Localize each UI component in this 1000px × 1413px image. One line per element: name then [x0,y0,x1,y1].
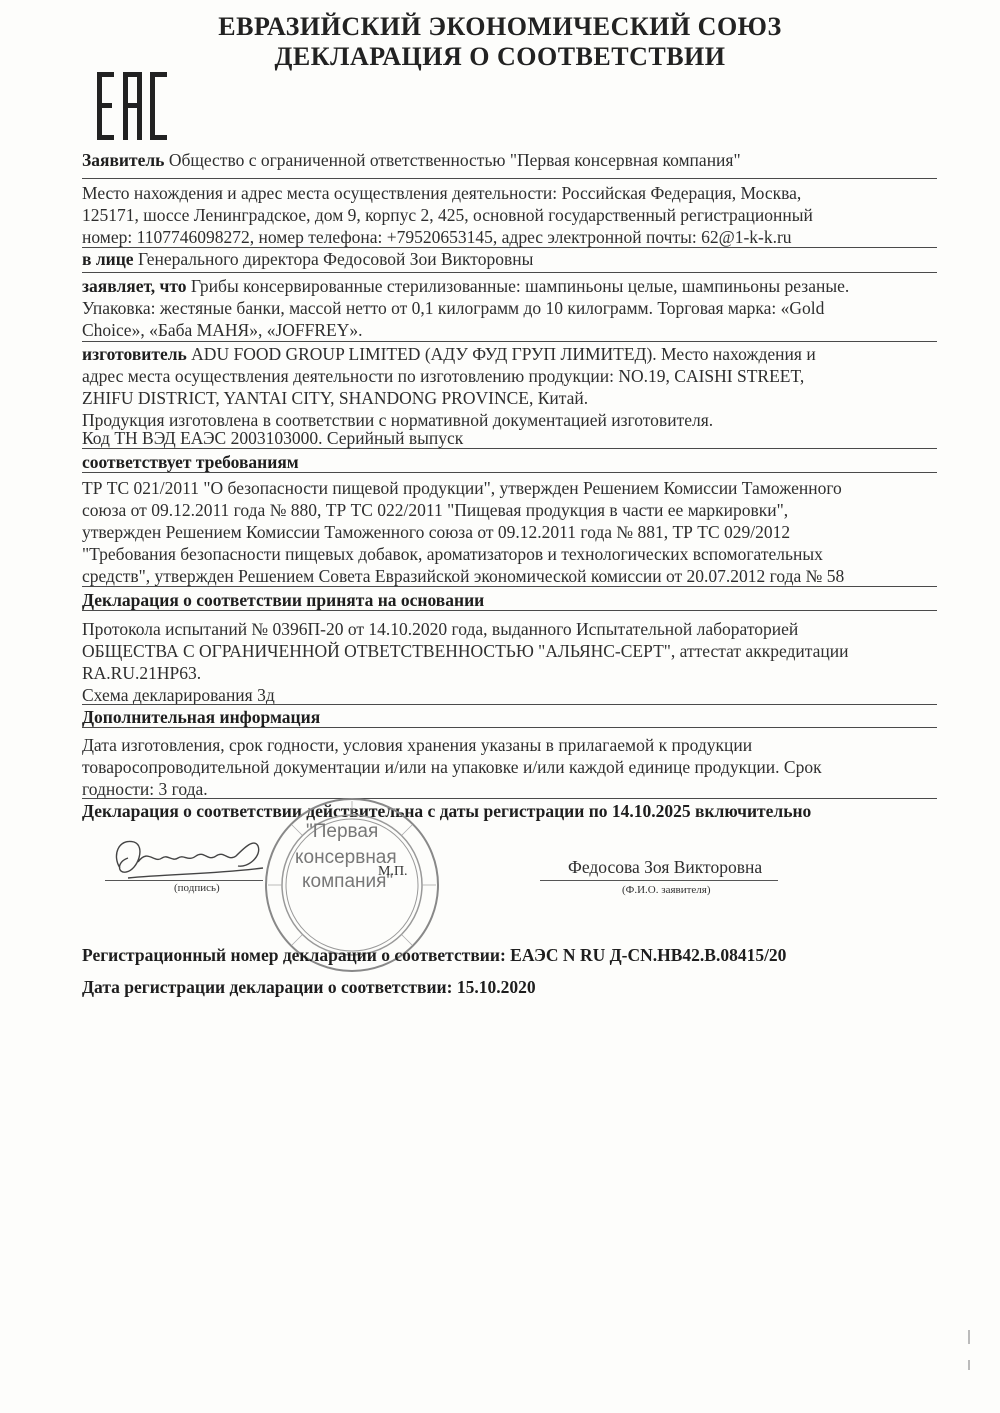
divider [82,247,937,248]
requirements-line: союза от 09.12.2011 года № 880, ТР ТС 022/2011 "Пищевая продукция в части ее маркировки", [82,500,789,520]
applicant-name: Общество с ограниченной ответственностью "Первая консервная компания" [164,150,741,170]
basis-label: Декларация о соответствии принята на основании [82,590,485,610]
basis-line: Протокола испытаний № 0396П-20 от 14.10.2020 года, выданного Испытательной лабораторией [82,619,799,639]
manufacturer-name: ADU FOOD GROUP LIMITED (АДУ ФУД ГРУП ЛИМИТЕД). Место нахождения и [186,344,816,364]
manufacturer-label: изготовитель [82,344,187,364]
requirements-line: "Требования безопасности пищевых добавок, ароматизаторов и технологических вспомогательных [82,544,823,564]
eac-logo [97,72,167,140]
divider [82,798,937,799]
divider [82,472,937,473]
divider [82,727,937,728]
hs-code-line: Код ТН ВЭД ЕАЭС 2003103000. Серийный выпуск [82,428,464,448]
divider [82,448,937,449]
manufacturer-address-line: адрес места осуществления деятельности по изготовлению продукции: NO.19, CAISHI STREET, [82,366,805,386]
document-title: ДЕКЛАРАЦИЯ О СООТВЕТСТВИИ [274,42,726,71]
person-name: Генерального директора Федосовой Зои Викторовны [133,249,534,269]
declares-line [82,276,849,296]
registration-date: 15.10.2020 [456,977,536,997]
additional-line: годности: 3 года. [82,779,208,799]
divider [82,610,937,611]
address-line: Место нахождения и адрес места осуществления деятельности: Российская Федерация, Москва, [82,183,802,203]
seal-text-line: компания" [302,871,394,892]
basis-line: ОБЩЕСТВА С ОГРАНИЧЕННОЙ ОТВЕТСТВЕННОСТЬЮ "АЛЬЯНС-СЕРТ", аттестат аккредитации [82,641,849,661]
divider [82,341,937,342]
basis-line: RA.RU.21НР63. [82,663,202,683]
address-line: 125171, шоссе Ленинградское, дом 9, корпус 2, 425, основной государственный регистрационный [82,205,813,225]
scheme-line: Схема декларирования 3д [82,685,275,705]
requirements-line: средств", утвержден Решением Совета Евразийской экономической комиссии от 20.07.2012 года № 58 [82,566,845,586]
signer-caption: (Ф.И.О. заявителя) [622,884,711,896]
scan-mark [968,1360,970,1370]
signature-caption: (подпись) [174,882,220,894]
signer-line [540,880,778,881]
registration-date-label: Дата регистрации декларации о соответствии: [82,977,457,997]
registration-number-label: Регистрационный номер декларации о соответствии: [82,945,511,965]
product-line: Упаковка: жестяные банки, массой нетто от 0,1 килограмм до 10 килограмм. Торговая марка: «Gold [82,298,825,318]
additional-line: Дата изготовления, срок годности, условия хранения указаны в прилагаемой к продукции [82,735,753,755]
scan-mark [968,1330,970,1344]
address-line: номер: 1107746098272, номер телефона: +79520653145, адрес электронной почты: 62@1-k-k.ru [82,227,792,247]
manufacturer-note-line: Продукция изготовлена в соответствии с нормативной документацией изготовителя. [82,410,714,430]
registration-number-line [82,945,786,965]
divider [82,586,937,587]
declares-label: заявляет, что [82,276,187,296]
seal-text-line: консервная [295,847,397,868]
product-name: Грибы консервированные стерилизованные: шампиньоны целые, шампиньоны резаные. [186,276,850,296]
validity-line: Декларация о соответствии действительна с даты регистрации по 14.10.2025 включительно [82,801,812,821]
applicant-line [82,150,741,170]
manufacturer-line [82,344,816,364]
union-title: ЕВРАЗИЙСКИЙ ЭКОНОМИЧЕСКИЙ СОЮЗ [218,12,782,41]
registration-date-line [82,977,536,997]
signer-name: Федосова Зоя Викторовна [568,857,763,877]
manufacturer-address-line: ZHIFU DISTRICT, YANTAI CITY, SHANDONG PROVINCE, Китай. [82,388,589,408]
requirements-line: ТР ТС 021/2011 "О безопасности пищевой продукции", утвержден Решением Комиссии Таможенного [82,478,842,498]
product-line: Choice», «Баба МАНЯ», «JOFFREY». [82,320,363,340]
requirements-label: соответствует требованиям [82,452,299,472]
handwritten-signature [108,828,268,886]
stamp-place-label: М.П. [378,864,408,879]
seal-text-line: "Первая [306,821,379,842]
divider [82,272,937,273]
additional-label: Дополнительная информация [82,707,321,727]
person-label: в лице [82,249,134,269]
additional-line: товаросопроводительной документации и/или на упаковке и/или каждой единице продукции. Срок [82,757,822,777]
requirements-line: утвержден Решением Комиссии Таможенного союза от 09.12.2011 года № 881, ТР ТС 029/2012 [82,522,791,542]
person-line [82,249,533,269]
registration-number: ЕАЭС N RU Д-CN.НВ42.В.08415/20 [510,945,787,965]
divider [82,178,937,179]
applicant-label: Заявитель [82,150,165,170]
divider [82,704,937,705]
signature-line [105,880,263,881]
